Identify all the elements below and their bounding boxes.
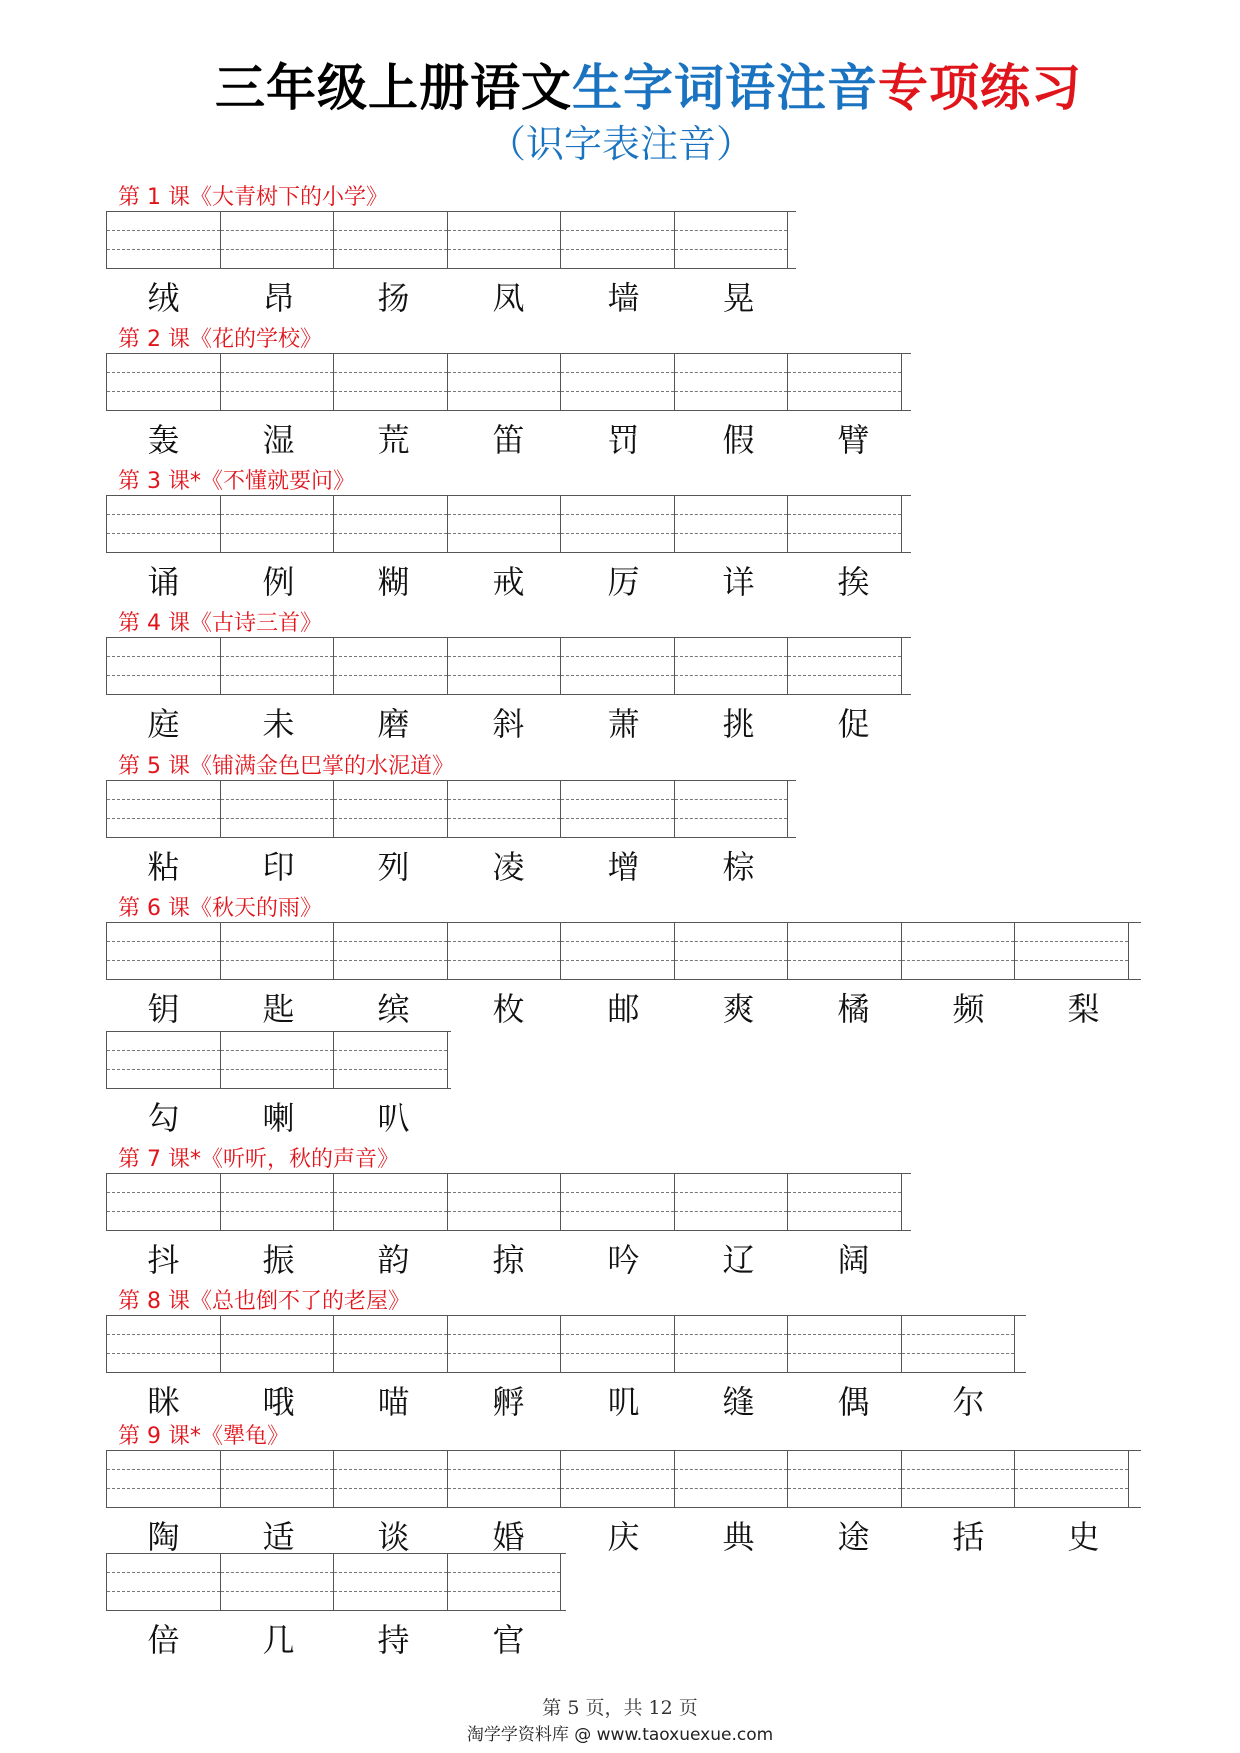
character: 爽 <box>722 990 755 1028</box>
character: 未 <box>262 705 295 743</box>
pinyin-write-cell[interactable] <box>448 496 562 552</box>
pinyin-write-cell[interactable] <box>675 354 789 410</box>
character: 典 <box>722 1518 755 1556</box>
lesson-title: 第 1 课《大青树下的小学》 <box>118 185 388 210</box>
site-watermark: 淘学学资料库 @ www.taoxuexue.com <box>466 1725 774 1745</box>
pinyin-write-cell[interactable] <box>675 1316 789 1372</box>
character: 孵 <box>492 1383 525 1421</box>
pinyin-write-cell[interactable] <box>107 1451 221 1507</box>
character: 昂 <box>262 279 295 317</box>
character: 轰 <box>147 421 180 459</box>
pinyin-write-cell[interactable] <box>1015 1451 1129 1507</box>
pinyin-grid <box>106 495 911 553</box>
character-row <box>106 986 1141 1032</box>
pinyin-write-cell[interactable] <box>221 1174 335 1230</box>
pinyin-grid <box>106 1315 1026 1373</box>
character: 戒 <box>492 563 525 601</box>
pinyin-write-cell[interactable] <box>334 1174 448 1230</box>
character: 眯 <box>147 1383 180 1421</box>
pinyin-write-cell[interactable] <box>107 1032 221 1088</box>
pinyin-write-cell[interactable] <box>221 638 335 694</box>
pinyin-grid <box>106 780 796 838</box>
character: 史 <box>1067 1518 1100 1556</box>
title-part-grade: 三年级上册语文 <box>215 59 572 117</box>
pinyin-write-cell[interactable] <box>902 923 1016 979</box>
page-title <box>215 48 1082 120</box>
title-part-practice: 专项练习 <box>878 59 1082 117</box>
character: 湿 <box>262 421 295 459</box>
pinyin-write-cell[interactable] <box>561 496 675 552</box>
character: 钥 <box>147 990 180 1028</box>
character: 庭 <box>147 705 180 743</box>
character: 辽 <box>722 1241 755 1279</box>
character: 促 <box>837 705 870 743</box>
character: 吟 <box>607 1241 640 1279</box>
character: 谈 <box>377 1518 410 1556</box>
pinyin-row <box>106 1450 1141 1560</box>
character: 婚 <box>492 1518 525 1556</box>
character: 印 <box>262 848 295 886</box>
lesson-title: 第 3 课*《不懂就要问》 <box>118 469 355 494</box>
character: 哦 <box>262 1383 295 1421</box>
pinyin-write-cell[interactable] <box>221 354 335 410</box>
pinyin-write-cell[interactable] <box>221 923 335 979</box>
character: 缝 <box>722 1383 755 1421</box>
character-row <box>106 417 911 463</box>
pinyin-write-cell[interactable] <box>334 923 448 979</box>
pinyin-write-cell[interactable] <box>788 638 902 694</box>
pinyin-grid <box>106 637 911 695</box>
pinyin-write-cell[interactable] <box>448 1174 562 1230</box>
character: 笛 <box>492 421 525 459</box>
pinyin-write-cell[interactable] <box>788 1174 902 1230</box>
character: 频 <box>952 990 985 1028</box>
pinyin-write-cell[interactable] <box>107 354 221 410</box>
character: 列 <box>377 848 410 886</box>
pinyin-write-cell[interactable] <box>221 1451 335 1507</box>
character: 枚 <box>492 990 525 1028</box>
character-row <box>106 1617 566 1663</box>
character: 阔 <box>837 1241 870 1279</box>
character: 匙 <box>262 990 295 1028</box>
character: 括 <box>952 1518 985 1556</box>
pinyin-write-cell[interactable] <box>675 923 789 979</box>
character: 增 <box>607 848 640 886</box>
character: 喵 <box>377 1383 410 1421</box>
pinyin-write-cell[interactable] <box>561 781 675 837</box>
pinyin-write-cell[interactable] <box>221 1316 335 1372</box>
pinyin-write-cell[interactable] <box>561 1174 675 1230</box>
character: 橘 <box>837 990 870 1028</box>
pinyin-write-cell[interactable] <box>334 212 448 268</box>
pinyin-row <box>106 1315 1026 1425</box>
character-row <box>106 1237 911 1283</box>
pinyin-grid <box>106 211 796 269</box>
character-row <box>106 275 796 321</box>
pinyin-write-cell[interactable] <box>107 496 221 552</box>
character: 官 <box>492 1621 525 1659</box>
character: 途 <box>837 1518 870 1556</box>
pinyin-write-cell[interactable] <box>334 1316 448 1372</box>
pinyin-write-cell[interactable] <box>448 354 562 410</box>
pinyin-grid <box>106 353 911 411</box>
pinyin-write-cell[interactable] <box>675 1451 789 1507</box>
pinyin-write-cell[interactable] <box>561 923 675 979</box>
pinyin-write-cell[interactable] <box>561 638 675 694</box>
lesson-title: 第 7 课*《听听，秋的声音》 <box>118 1147 399 1172</box>
lesson-title: 第 6 课《秋天的雨》 <box>118 896 322 921</box>
pinyin-row <box>106 211 796 321</box>
character-row <box>106 844 796 890</box>
character: 挑 <box>722 705 755 743</box>
character: 糊 <box>377 563 410 601</box>
character: 绒 <box>147 279 180 317</box>
character: 萧 <box>607 705 640 743</box>
character: 尔 <box>952 1383 985 1421</box>
pinyin-write-cell[interactable] <box>788 923 902 979</box>
pinyin-write-cell[interactable] <box>448 1554 562 1610</box>
pinyin-write-cell[interactable] <box>675 1174 789 1230</box>
pinyin-write-cell[interactable] <box>902 1451 1016 1507</box>
character: 磨 <box>377 705 410 743</box>
pinyin-write-cell[interactable] <box>561 1316 675 1372</box>
character: 叭 <box>377 1099 410 1137</box>
character: 梨 <box>1067 990 1100 1028</box>
character: 例 <box>262 563 295 601</box>
pinyin-row <box>106 353 911 463</box>
pinyin-write-cell[interactable] <box>675 212 789 268</box>
character: 凌 <box>492 848 525 886</box>
pinyin-write-cell[interactable] <box>902 1316 1016 1372</box>
pinyin-write-cell[interactable] <box>448 638 562 694</box>
pinyin-row <box>106 637 911 747</box>
pinyin-grid <box>106 1553 566 1611</box>
character: 几 <box>262 1621 295 1659</box>
pinyin-write-cell[interactable] <box>675 638 789 694</box>
page-number: 第 5 页，共 12 页 <box>542 1697 698 1719</box>
pinyin-write-cell[interactable] <box>107 1316 221 1372</box>
character: 扬 <box>377 279 410 317</box>
pinyin-write-cell[interactable] <box>788 496 902 552</box>
pinyin-write-cell[interactable] <box>561 354 675 410</box>
title-part-topic: 生字词语注音 <box>572 59 878 117</box>
character: 斜 <box>492 705 525 743</box>
character: 适 <box>262 1518 295 1556</box>
character: 粘 <box>147 848 180 886</box>
pinyin-write-cell[interactable] <box>448 212 562 268</box>
pinyin-write-cell[interactable] <box>221 212 335 268</box>
pinyin-row <box>106 780 796 890</box>
pinyin-write-cell[interactable] <box>334 781 448 837</box>
pinyin-write-cell[interactable] <box>107 638 221 694</box>
pinyin-grid <box>106 1450 1141 1508</box>
character: 喇 <box>262 1099 295 1137</box>
pinyin-write-cell[interactable] <box>788 1316 902 1372</box>
lesson-title: 第 5 课《铺满金色巴掌的水泥道》 <box>118 754 454 779</box>
character: 假 <box>722 421 755 459</box>
pinyin-write-cell[interactable] <box>334 354 448 410</box>
character: 叽 <box>607 1383 640 1421</box>
pinyin-row <box>106 922 1141 1032</box>
character: 厉 <box>607 563 640 601</box>
character: 偶 <box>837 1383 870 1421</box>
page-subtitle: （识字表注音） <box>488 122 755 166</box>
character-row <box>106 559 911 605</box>
pinyin-write-cell[interactable] <box>561 1451 675 1507</box>
character: 倍 <box>147 1621 180 1659</box>
character: 详 <box>722 563 755 601</box>
pinyin-write-cell[interactable] <box>334 1451 448 1507</box>
pinyin-write-cell[interactable] <box>221 1554 335 1610</box>
character: 棕 <box>722 848 755 886</box>
pinyin-write-cell[interactable] <box>334 496 448 552</box>
pinyin-write-cell[interactable] <box>334 638 448 694</box>
character: 凤 <box>492 279 525 317</box>
pinyin-write-cell[interactable] <box>675 496 789 552</box>
character: 挨 <box>837 563 870 601</box>
lesson-title: 第 2 课《花的学校》 <box>118 327 322 352</box>
pinyin-write-cell[interactable] <box>221 781 335 837</box>
character-row <box>106 1095 451 1141</box>
pinyin-row <box>106 495 911 605</box>
pinyin-write-cell[interactable] <box>221 1032 335 1088</box>
character: 臂 <box>837 421 870 459</box>
pinyin-write-cell[interactable] <box>334 1032 448 1088</box>
pinyin-write-cell[interactable] <box>107 1174 221 1230</box>
pinyin-grid <box>106 1031 451 1089</box>
pinyin-write-cell[interactable] <box>1015 923 1129 979</box>
pinyin-row <box>106 1173 911 1283</box>
pinyin-write-cell[interactable] <box>448 923 562 979</box>
character: 持 <box>377 1621 410 1659</box>
character: 诵 <box>147 563 180 601</box>
pinyin-write-cell[interactable] <box>107 923 221 979</box>
pinyin-write-cell[interactable] <box>448 1451 562 1507</box>
character: 陶 <box>147 1518 180 1556</box>
character-row <box>106 701 911 747</box>
lesson-title: 第 9 课*《犟龟》 <box>118 1424 289 1449</box>
character: 缤 <box>377 990 410 1028</box>
pinyin-write-cell[interactable] <box>334 1554 448 1610</box>
pinyin-write-cell[interactable] <box>788 1451 902 1507</box>
pinyin-write-cell[interactable] <box>448 1316 562 1372</box>
character: 荒 <box>377 421 410 459</box>
character: 抖 <box>147 1241 180 1279</box>
character: 墙 <box>607 279 640 317</box>
character: 晃 <box>722 279 755 317</box>
character: 邮 <box>607 990 640 1028</box>
pinyin-grid <box>106 1173 911 1231</box>
pinyin-write-cell[interactable] <box>107 1554 221 1610</box>
pinyin-write-cell[interactable] <box>675 781 789 837</box>
character: 振 <box>262 1241 295 1279</box>
pinyin-row <box>106 1553 566 1663</box>
pinyin-grid <box>106 922 1141 980</box>
character: 庆 <box>607 1518 640 1556</box>
pinyin-write-cell[interactable] <box>788 354 902 410</box>
lesson-title: 第 4 课《古诗三首》 <box>118 611 322 636</box>
lesson-title: 第 8 课《总也倒不了的老屋》 <box>118 1289 410 1314</box>
pinyin-write-cell[interactable] <box>107 212 221 268</box>
pinyin-write-cell[interactable] <box>107 781 221 837</box>
character: 韵 <box>377 1241 410 1279</box>
character: 勾 <box>147 1099 180 1137</box>
pinyin-write-cell[interactable] <box>561 212 675 268</box>
character: 罚 <box>607 421 640 459</box>
pinyin-write-cell[interactable] <box>221 496 335 552</box>
pinyin-write-cell[interactable] <box>448 781 562 837</box>
character: 掠 <box>492 1241 525 1279</box>
pinyin-row <box>106 1031 451 1141</box>
